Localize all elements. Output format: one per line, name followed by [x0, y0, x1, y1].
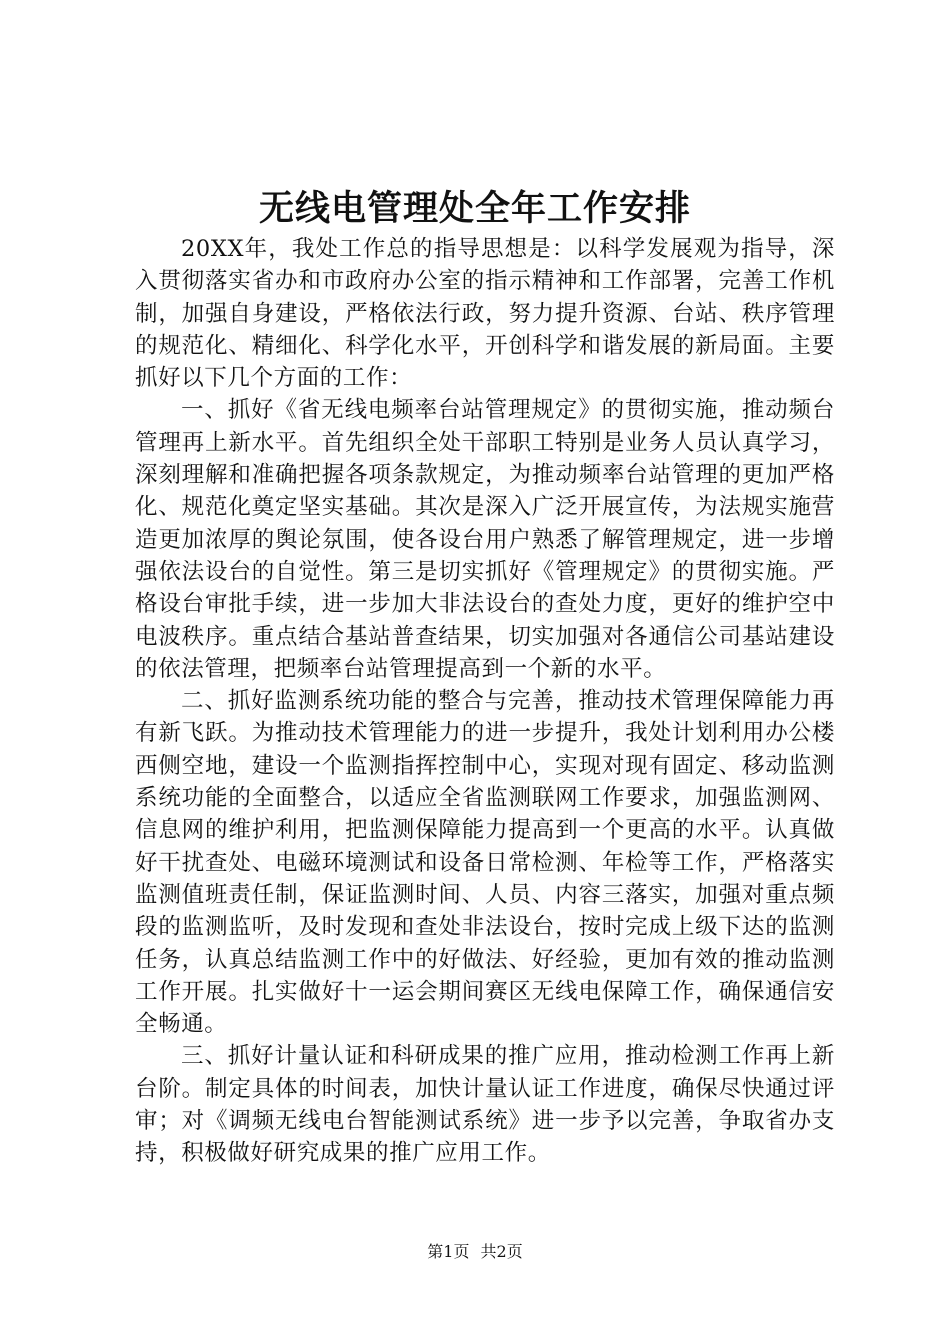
- page-number-total: 共2页: [480, 1242, 523, 1261]
- paragraph-section-3: 三、抓好计量认证和科研成果的推广应用，推动检测工作再上新台阶。制定具体的时间表，加快计量认证工作进度，确保尽快通过评审；对《调频无线电台智能测试系统》进一步予以完善，争取省办支持，积极做好研究成果的推广应用工作。: [135, 1043, 835, 1167]
- document-body: [135, 233, 835, 1170]
- page-number-current: 第1页: [427, 1242, 470, 1261]
- paragraph-section-1: 一、抓好《省无线电频率台站管理规定》的贯彻实施，推动频台管理再上新水平。首先组织全处干部职工特别是业务人员认真学习，深刻理解和准确把握各项条款规定，为推动频率台站管理的更加严格化、规范化奠定坚实基础。其次是深入广泛开展宣传，为法规实施营造更加浓厚的舆论氛围，使各设台用户熟悉了解管理规定，进一步增强依法设台的自觉性。第三是切实抓好《管理规定》的贯彻实施。严格设台审批手续，进一步加大非法设台的查处力度，更好的维护空中电波秩序。重点结合基站普查结果，切实加强对各通信公司基站建设的依法管理，把频率台站管理提高到一个新的水平。: [135, 397, 835, 682]
- document-title: 无线电管理处全年工作安排: [258, 188, 691, 229]
- paragraph-intro: 20XX年，我处工作总的指导思想是：以科学发展观为指导，深入贯彻落实省办和市政府办公室的指示精神和工作部署，完善工作机制，加强自身建设，严格依法行政，努力提升资源、台站、秩序管理的规范化、精细化、科学化水平，开创科学和谐发展的新局面。主要抓好以下几个方面的工作：: [135, 236, 835, 392]
- paragraph-section-2: 二、抓好监测系统功能的整合与完善，推动技术管理保障能力再有新飞跃。为推动技术管理能力的进一步提升，我处计划利用办公楼西侧空地，建设一个监测指挥控制中心，实现对现有固定、移动监测系统功能的全面整合，以适应全省监测联网工作要求，加强监测网、信息网的维护利用，把监测保障能力提高到一个更高的水平。认真做好干扰查处、电磁环境测试和设备日常检测、年检等工作，严格落实监测值班责任制，保证监测时间、人员、内容三落实，加强对重点频段的监测监听，及时发现和查处非法设台，按时完成上级下达的监测任务，认真总结监测工作中的好做法、好经验，更加有效的推动监测工作开展。扎实做好十一运会期间赛区无线电保障工作，确保通信安全畅通。: [135, 688, 835, 1038]
- page-footer: [0, 1240, 950, 1264]
